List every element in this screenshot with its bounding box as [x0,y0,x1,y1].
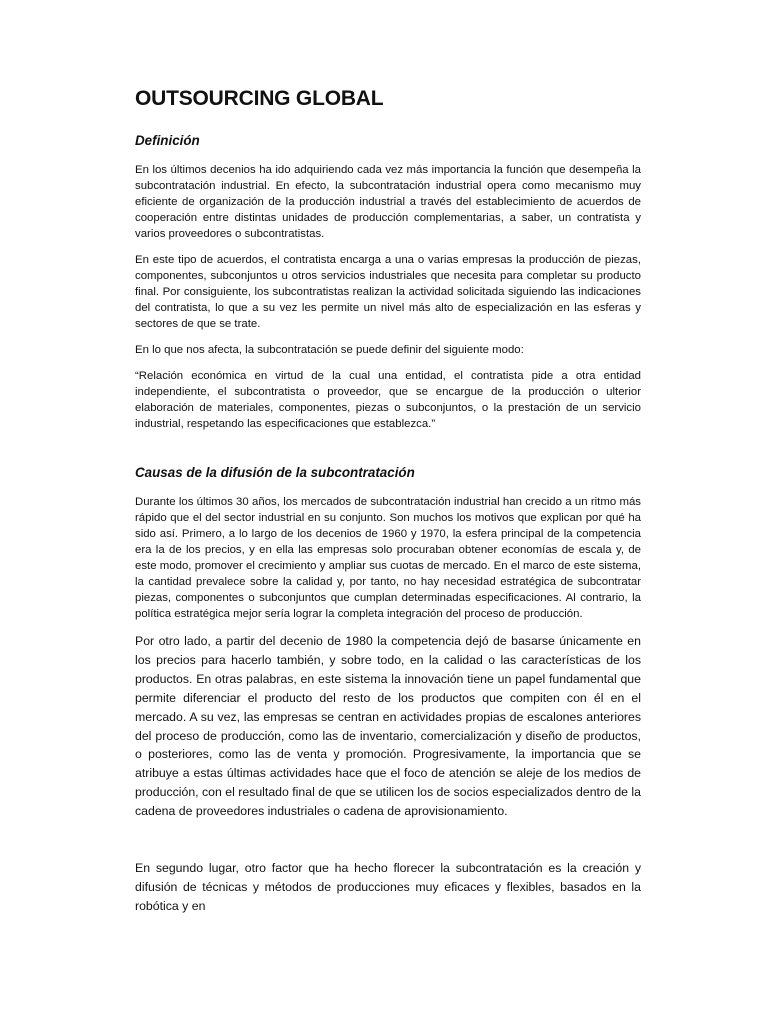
paragraph: En lo que nos afecta, la subcontratación se puede definir del siguiente modo: [135,344,524,356]
paragraph: Por otro lado, a partir del decenio de 1980 la competencia dejó de basarse únicamente en los precios para hacerlo también, y sobre todo, en la calidad o las características de los productos. En otras palabras, en este sistema la innovación tiene un papel fundamental que permite diferenciar el producto del resto de los productos que compiten con él en el mercado. A su vez, las empresas se centran en actividades propias de escalones anteriores del proceso de producción, como las de inventario, comercialización y diseño de productos, o posteriores, como las de venta y promoción. Progresivamente, la importancia que se atribuye a estas últimas actividades hace que el foco de atención se aleje de los medios de producción, con el resultado final de que se utilicen los de socios especializados dentro de la cadena de proveedores industriales o cadena de aprovisionamiento. [135,634,641,819]
paragraph: En segundo lugar, otro factor que ha hecho florecer la subcontratación es la creación y difusión de técnicas y métodos de producciones muy eficaces y flexibles, basados en la robótica y en [135,861,641,913]
section-heading-causas: Causas de la difusión de la subcontratación [135,465,415,480]
document-page [135,86,641,926]
quote-paragraph: “Relación económica en virtud de la cual una entidad, el contratista pide a otra entidad independiente, el subcontratista o proveedor, que se encargue de la producción o ulterior elaboración de materiales, componentes, piezas o subconjuntos, o la prestación de un servicio industrial, respetando las especificaciones que establezca.” [135,370,641,430]
document-title: OUTSOURCING GLOBAL [135,87,384,110]
paragraph: Durante los últimos 30 años, los mercados de subcontratación industrial han crecido a un ritmo más rápido que el del sector industrial en su conjunto. Son muchos los motivos que explican por qué ha sido así. Primero, a lo largo de los decenios de 1960 y 1970, la esfera principal de la competencia era la de los precios, y en ella las empresas solo procuraban obtener economías de escala y, de este modo, promover el crecimiento y ampliar sus cuotas de mercado. En el marco de este sistema, la cantidad prevalece sobre la calidad y, por tanto, no hay necesidad estratégica de subcontratar piezas, componentes o subconjuntos que cumplan determinadas especificaciones. Al contrario, la política estratégica mejor sería lograr la completa integración del proceso de producción. [135,496,641,620]
paragraph: En los últimos decenios ha ido adquiriendo cada vez más importancia la función que desempeña la subcontratación industrial. En efecto, la subcontratación industrial opera como mecanismo muy eficiente de organización de la producción industrial a través del establecimiento de acuerdos de cooperación entre distintas unidades de producción complementarias, a saber, un contratista y varios proveedores o subcontratistas. [135,164,641,240]
section-heading-definicion: Definición [135,133,200,148]
paragraph: En este tipo de acuerdos, el contratista encarga a una o varias empresas la producción de piezas, componentes, subconjuntos u otros servicios industriales que necesita para completar su producto final. Por consiguiente, los subcontratistas realizan la actividad solicitada siguiendo las indicaciones del contratista, lo que a su vez les permite un nivel más alto de especialización en las esferas y sectores de que se trate. [135,254,641,330]
